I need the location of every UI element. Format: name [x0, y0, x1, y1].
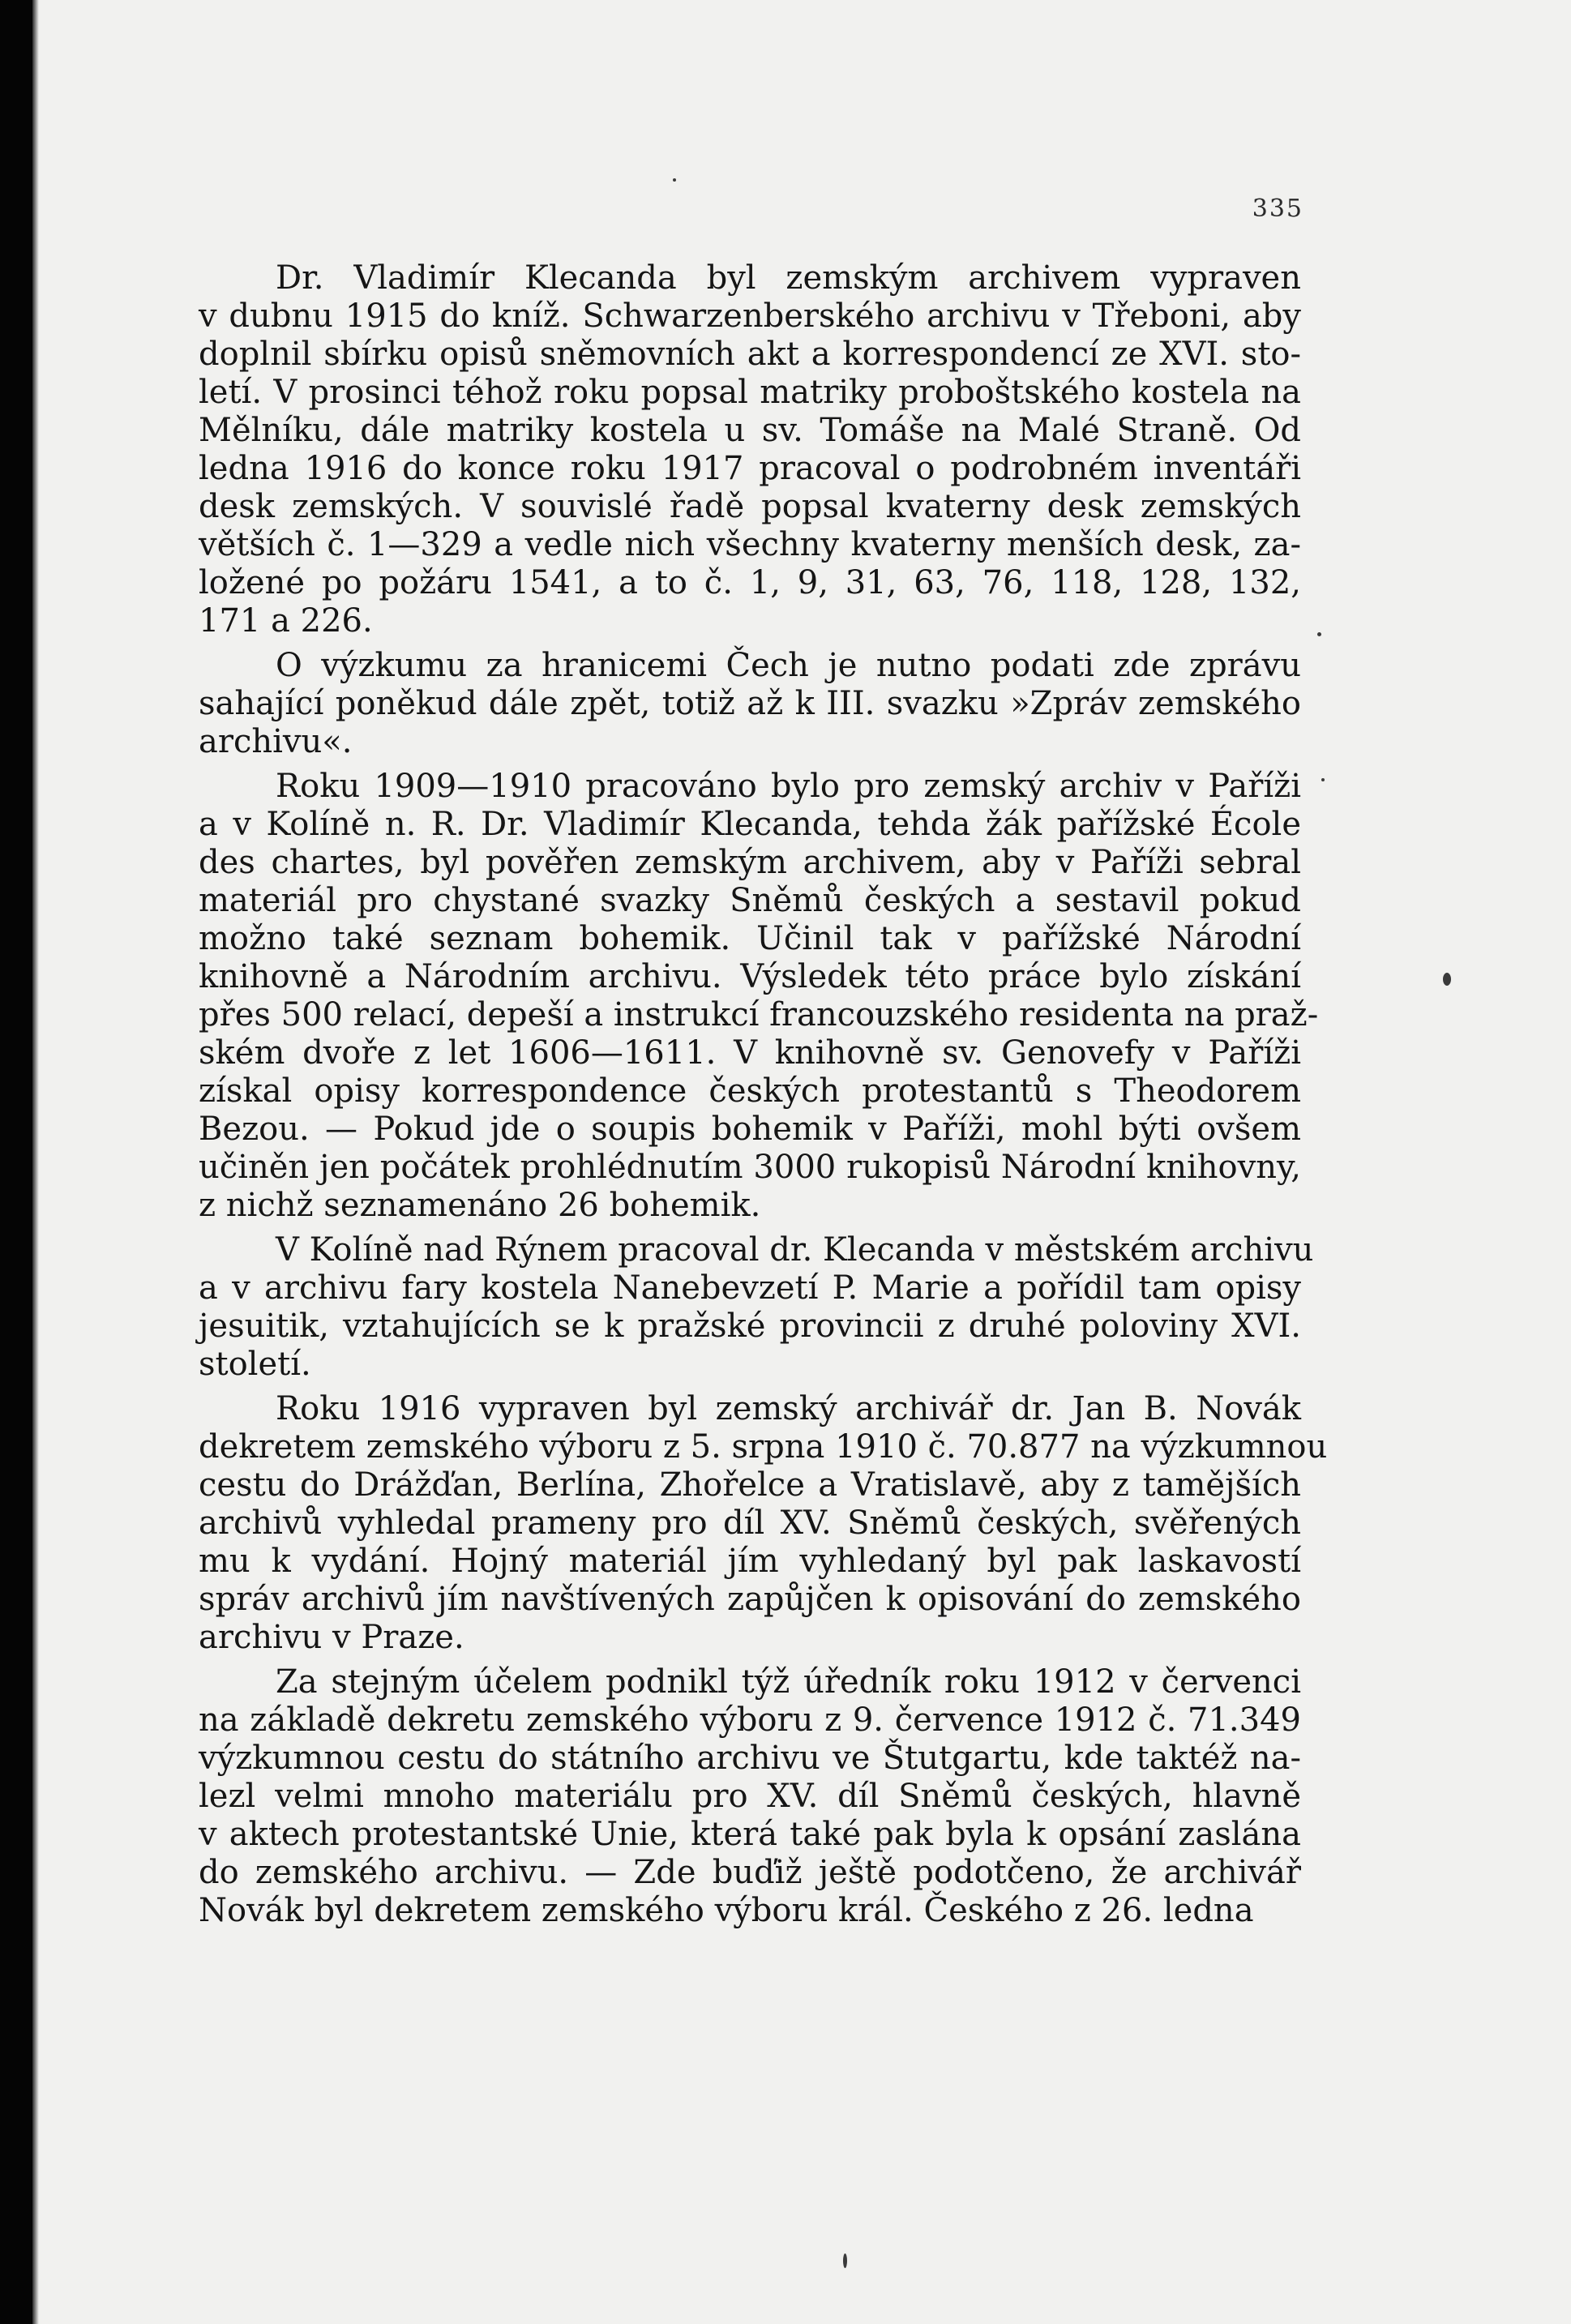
text-line: cestu do Drážďan, Berlína, Zhořelce a Vratislavě, aby z tamějších [199, 1466, 1301, 1504]
text-line: možno také seznam bohemik. Učinil tak v pařížské Národní [199, 920, 1301, 957]
scan-speck [1443, 973, 1451, 986]
text-line: sahající poněkud dále zpět, totiž až k III. svazku »Zpráv zemského [199, 685, 1301, 722]
text-line: do zemského archivu. — Zde buďiž ještě podotčeno, že archivář [199, 1854, 1301, 1891]
text-line: V Kolíně nad Rýnem pracoval dr. Klecanda v městském archivu [276, 1231, 1314, 1269]
text-line: ložené po požáru 1541, a to č. 1, 9, 31, 63, 76, 118, 128, 132, [199, 564, 1301, 601]
text-line: na základě dekretu zemského výboru z 9. července 1912 č. 71.349 [199, 1701, 1301, 1739]
scan-speck [1321, 778, 1325, 781]
text-line: Za stejným účelem podnikl týž úředník roku 1912 v červenci [276, 1663, 1301, 1701]
text-line: z nichž seznamenáno 26 bohemik. [199, 1187, 761, 1224]
text-line: století. [199, 1346, 311, 1383]
text-line: a v archivu fary kostela Nanebevzetí P. Marie a pořídil tam opisy [199, 1269, 1301, 1307]
text-line: Roku 1916 vypraven byl zemský archivář dr. Jan B. Novák [276, 1390, 1301, 1427]
text-line: desk zemských. V souvislé řadě popsal kvaterny desk zemských [199, 488, 1301, 525]
paragraph [199, 1663, 1301, 1930]
text-line: mu k vydání. Hojný materiál jím vyhledaný byl pak laskavostí [199, 1543, 1301, 1580]
text-line: doplnil sbírku opisů sněmovních akt a korrespondencí ze XVI. sto- [199, 336, 1301, 373]
text-line: 171 a 226. [199, 602, 373, 640]
text-line: archivů vyhledal prameny pro díl XV. Sněmů českých, svěřených [199, 1504, 1301, 1542]
text-line: jesuitik, vztahujících se k pražské provincii z druhé poloviny XVI. [199, 1308, 1301, 1345]
text-line: ském dvoře z let 1606—1611. V knihovně sv. Genovefy v Paříži [199, 1034, 1301, 1072]
scan-speck [673, 178, 676, 182]
scan-speck [1317, 632, 1321, 636]
text-line: letí. V prosinci téhož roku popsal matriky proboštského kostela na [199, 374, 1301, 411]
text-line: Dr. Vladimír Klecanda byl zemským archivem vypraven [276, 259, 1301, 297]
text-line: O výzkumu za hranicemi Čech je nutno podati zde zprávu [276, 647, 1301, 684]
text-line: v dubnu 1915 do kníž. Schwarzenberského archivu v Třeboni, aby [199, 297, 1301, 335]
text-line: výzkumnou cestu do státního archivu ve Štutgartu, kde taktéž na- [199, 1740, 1301, 1777]
page-number: 335 [1252, 195, 1303, 223]
page-edge-shadow [32, 0, 39, 2324]
text-line: získal opisy korrespondence českých protestantů s Theodorem [199, 1072, 1301, 1110]
text-line: ledna 1916 do konce roku 1917 pracoval o podrobném inventáři [199, 450, 1301, 487]
paragraph [199, 259, 1301, 640]
text-line: Roku 1909—1910 pracováno bylo pro zemský archiv v Paříži [276, 768, 1301, 805]
text-line: archivu v Praze. [199, 1619, 464, 1656]
paragraph [199, 1231, 1314, 1384]
text-line: větších č. 1—329 a vedle nich všechny kvaterny menších desk, za- [199, 526, 1301, 563]
paragraph [199, 768, 1319, 1225]
text-line: archivu«. [199, 723, 353, 760]
text-line: dekretem zemského výboru z 5. srpna 1910 č. 70.877 na výzkumnou [199, 1428, 1328, 1466]
paragraph [199, 647, 1301, 761]
text-line: knihovně a Národním archivu. Výsledek této práce bylo získání [199, 958, 1301, 995]
paragraph [199, 1390, 1328, 1657]
text-line: správ archivů jím navštívených zapůjčen k opisování do zemského [199, 1581, 1301, 1618]
text-line: Mělníku, dále matriky kostela u sv. Tomáše na Malé Straně. Od [199, 412, 1301, 449]
body-text [199, 259, 1328, 1937]
text-line: a v Kolíně n. R. Dr. Vladimír Klecanda, tehda žák pařížské École [199, 806, 1301, 843]
text-line: přes 500 relací, depeší a instrukcí francouzského residenta na praž- [199, 996, 1319, 1034]
scan-speck [843, 2253, 847, 2268]
text-line: učiněn jen počátek prohlédnutím 3000 rukopisů Národní knihovny, [199, 1149, 1301, 1186]
text-line: v aktech protestantské Unie, která také pak byla k opsání zaslána [199, 1816, 1301, 1853]
text-line: des chartes, byl pověřen zemským archivem, aby v Paříži sebral [199, 844, 1301, 881]
text-line: Bezou. — Pokud jde o soupis bohemik v Paříži, mohl býti ovšem [199, 1111, 1301, 1148]
text-line: lezl velmi mnoho materiálu pro XV. díl Sněmů českých, hlavně [199, 1778, 1301, 1815]
text-line: Novák byl dekretem zemského výboru král. Českého z 26. ledna [199, 1892, 1254, 1929]
text-line: materiál pro chystané svazky Sněmů českých a sestavil pokud [199, 882, 1301, 919]
